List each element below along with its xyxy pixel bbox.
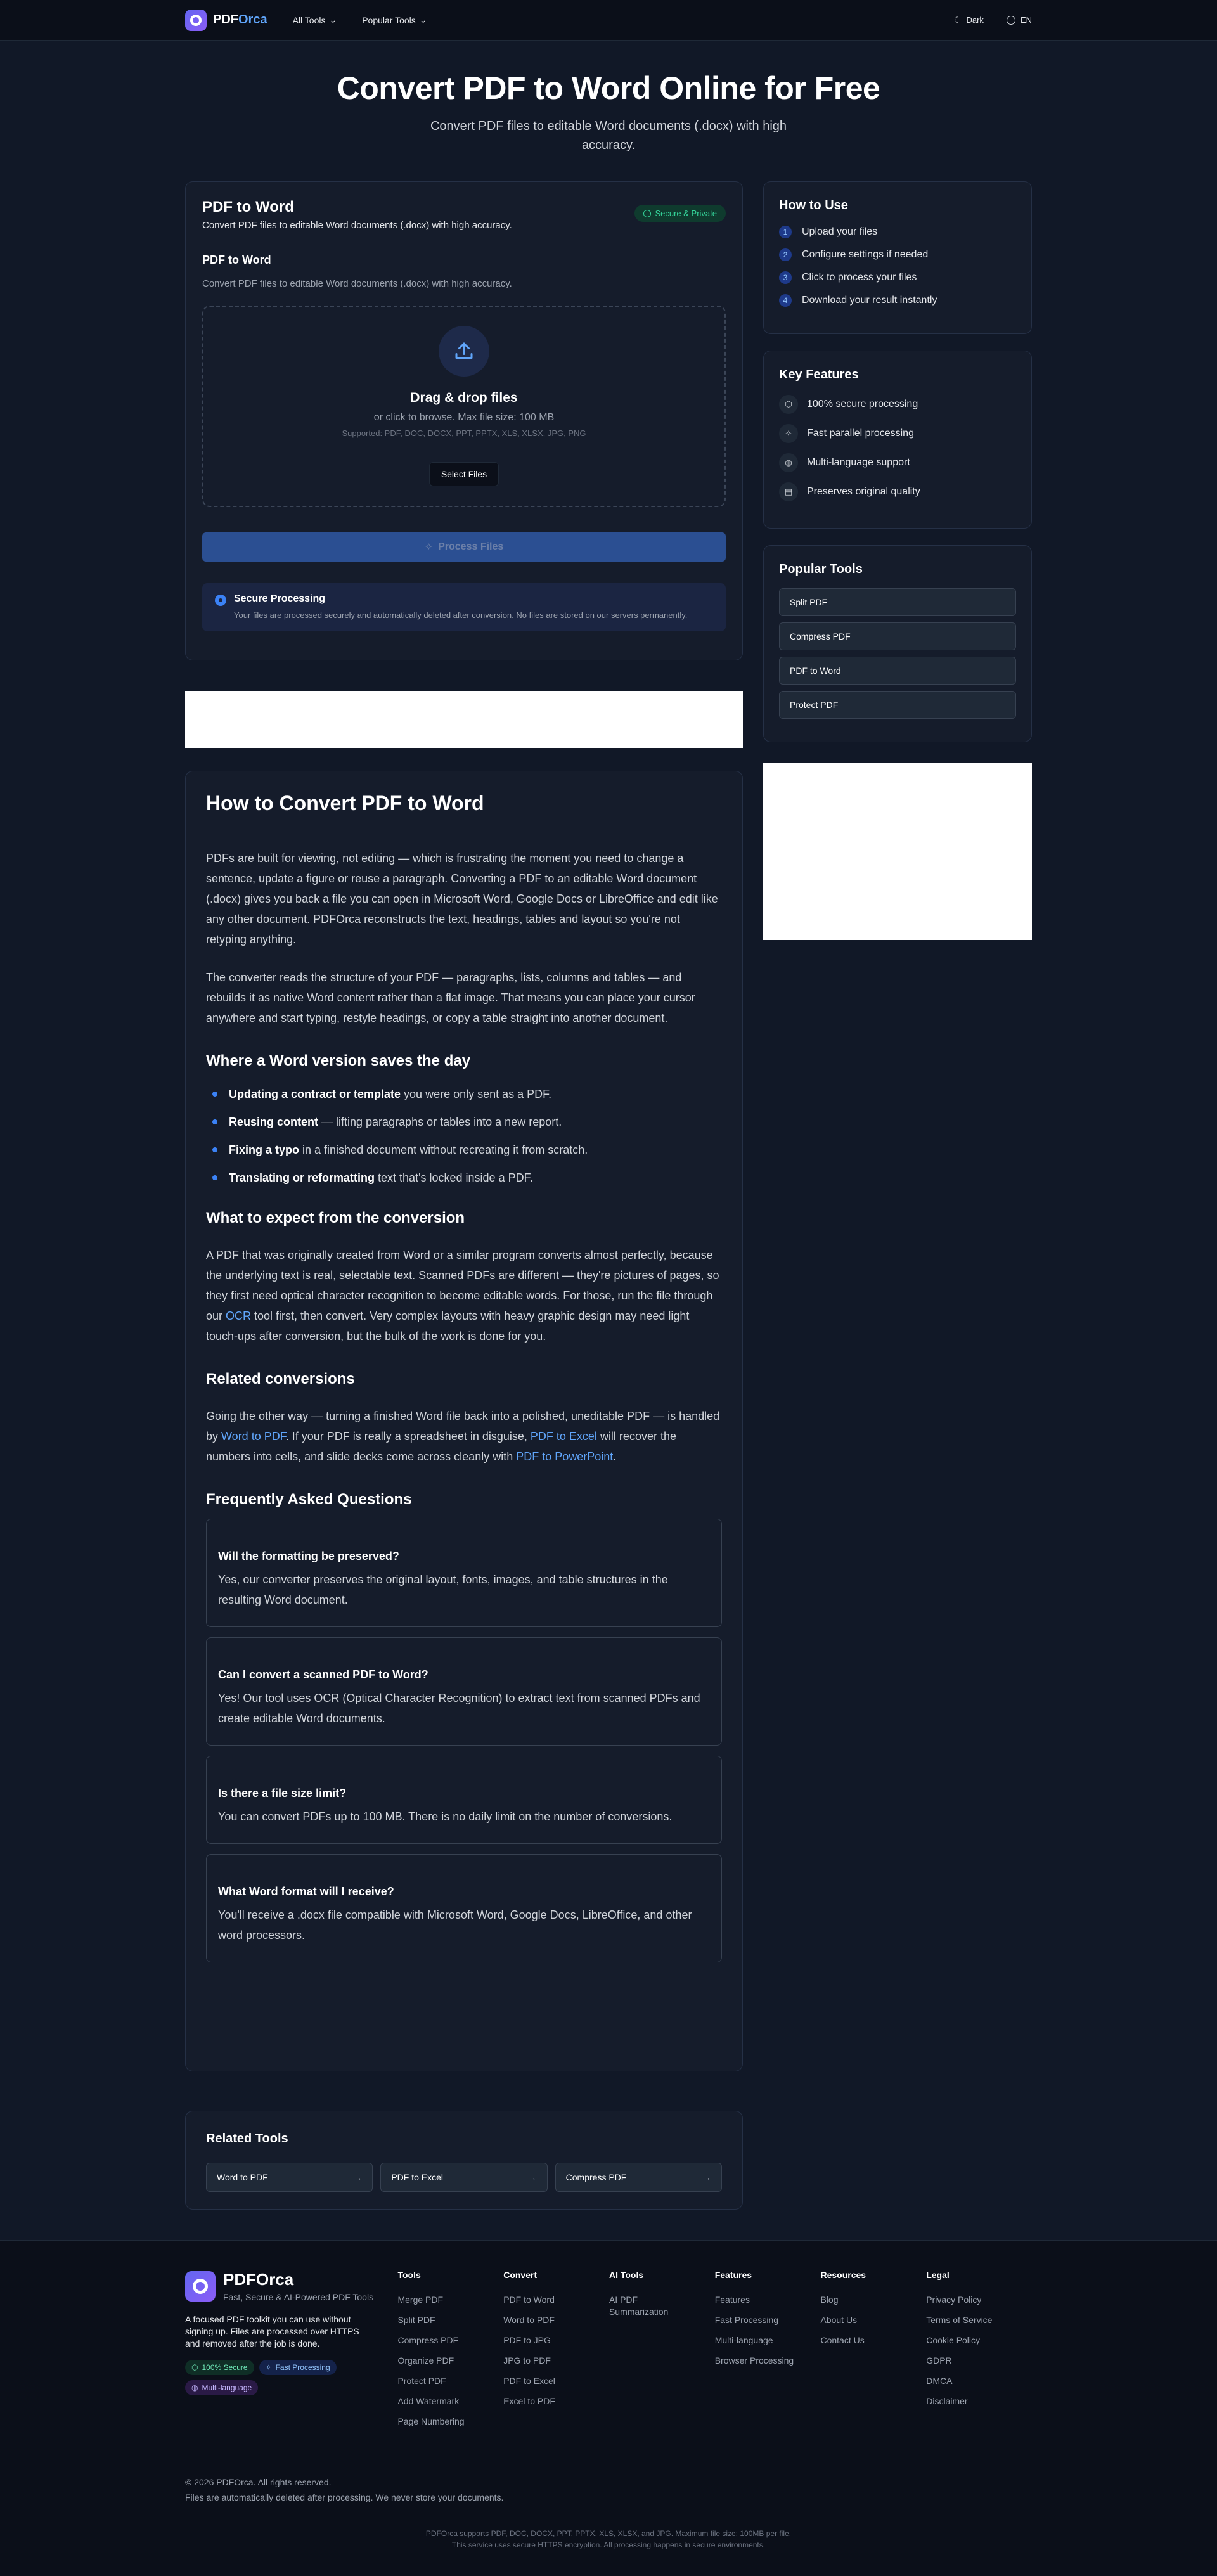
chevron-down-icon: ⌄ (419, 15, 427, 25)
footer-link[interactable]: Add Watermark (397, 2396, 460, 2406)
language-label: EN (1020, 15, 1032, 25)
faq-answer: Yes! Our tool uses OCR (Optical Character Recognition) to extract text from scanned PDFs and create editable Word documents. (218, 1692, 700, 1725)
sparkle-icon: ✧ (424, 542, 434, 553)
faq-item[interactable] (206, 1854, 722, 1962)
moon-icon: ☾ (953, 15, 962, 25)
faq-question: Can I convert a scanned PDF to Word? (218, 1668, 428, 1681)
article-heading: Where a Word version saves the day (206, 1052, 471, 1069)
faq-question: What Word format will I receive? (218, 1885, 394, 1898)
faq-answer: Yes, our converter preserves the original layout, fonts, images, and table structures in the resulting Word document. (218, 1573, 668, 1606)
logo-icon (185, 10, 207, 31)
related-tools (185, 2111, 743, 2210)
site-logo[interactable] (185, 10, 267, 31)
nav-right (954, 15, 1032, 25)
article-title: How to Convert PDF to Word (206, 792, 484, 815)
footer-fine-print: PDFOrca supports PDF, DOC, DOCX, PPT, PPTX, XLS, XLSX, and JPG. Maximum file size: 100MB per file. This service uses secure HTTPS encryption. All processing happens in secure environments. (425, 2529, 792, 2549)
feature-item: ◍ Multi-language support (779, 453, 1016, 472)
tool-section-description: Convert PDF files to editable Word documents (.docx) with high accuracy. (202, 278, 512, 289)
how-to-use-card (763, 181, 1032, 334)
nav-left (185, 10, 427, 31)
file-dropzone[interactable] (202, 306, 726, 507)
footer-link[interactable]: PDF to JPG (503, 2335, 551, 2345)
dropzone-title: Drag & drop files (410, 390, 518, 405)
footer-link[interactable]: PDF to Excel (503, 2376, 555, 2386)
page-title: Convert PDF to Word Online for Free (337, 70, 880, 106)
all-tools-label: All Tools (292, 15, 326, 25)
popular-tool-pdf-to-word[interactable]: PDF to Word (779, 657, 1016, 685)
chevron-down-icon: ⌄ (329, 15, 337, 25)
document-icon: ▤ (779, 482, 798, 501)
faq-item[interactable] (206, 1637, 722, 1746)
footer-note: Files are automatically deleted after processing. We never store your documents. (185, 2492, 504, 2502)
article-paragraph: The converter reads the structure of your PDF — paragraphs, lists, columns and tables — and rebuilds it as native Word content rather than a flat image. That means you can place your cursor anywhere and start typing, restyle headings, or copy a table straight into another document. (206, 971, 695, 1024)
shield-icon: ⬡ (779, 395, 798, 414)
related-tool-compress-pdf[interactable]: Compress PDF → (555, 2163, 722, 2192)
step-item: 3 Click to process your files (779, 271, 1016, 284)
step-item: 4 Download your result instantly (779, 294, 1016, 307)
related-tool-word-to-pdf[interactable]: Word to PDF → (206, 2163, 373, 2192)
footer-tagline: Fast, Secure & AI-Powered PDF Tools (223, 2292, 374, 2302)
article-paragraph: A PDF that was originally created from Word or a similar program converts almost perfectly, because the underlying text is real, selectable text. Scanned PDFs are different — they're pictures of pages, so they first need optical character recognition to become editable words. For those, run the file through our OCR tool first, then convert. Very complex layouts with heavy graphic design may need light touch-ups after conversion, but the bulk of the work is done for you. (206, 1249, 719, 1343)
globe-icon: ◍ (779, 453, 798, 472)
footer-col-convert: Convert PDF to Word Word to PDF PDF to JPG JPG to PDF PDF to Excel Excel to PDF (503, 2270, 609, 2436)
footer-link[interactable]: Privacy Policy (926, 2295, 982, 2305)
content-container (185, 181, 1032, 2210)
how-to-use-title: How to Use (779, 198, 848, 212)
shield-icon (643, 210, 651, 217)
logo-text-orca: Orca (238, 13, 267, 27)
footer-link[interactable]: Browser Processing (714, 2355, 794, 2366)
ad-sidebar (763, 763, 1032, 940)
footer-link[interactable]: JPG to PDF (503, 2355, 551, 2366)
article-heading: Related conversions (206, 1370, 355, 1388)
footer-link[interactable]: DMCA (926, 2376, 953, 2386)
popular-tools-label: Popular Tools (362, 15, 416, 25)
footer-brand (185, 2270, 397, 2436)
popular-tools-list (779, 588, 1016, 719)
language-selector[interactable] (1007, 15, 1032, 25)
faq-question: Is there a file size limit? (218, 1787, 347, 1800)
list-item: Fixing a typo in a finished document without recreating it from scratch. (229, 1142, 722, 1157)
faq-item[interactable] (206, 1756, 722, 1844)
process-files-label: Process Files (438, 541, 504, 552)
top-navbar (0, 0, 1217, 41)
list-item: Translating or reformatting text that's locked inside a PDF. (229, 1170, 722, 1185)
footer-link[interactable]: Fast Processing (714, 2315, 779, 2325)
steps-list (779, 226, 1016, 307)
footer-link[interactable]: Compress PDF (397, 2335, 459, 2345)
related-tools-title: Related Tools (206, 2132, 288, 2146)
related-tool-pdf-to-excel[interactable]: PDF to Excel → (380, 2163, 547, 2192)
footer-link[interactable]: Split PDF (397, 2315, 435, 2325)
footer-top (185, 2270, 1032, 2436)
article-paragraph: PDFs are built for viewing, not editing — which is frustrating the moment you need to change a sentence, update a figure or reuse a paragraph. Converting a PDF to an editable Word document (.docx) gives you back a file you can open in Microsoft Word, Google Docs or LibreOffice and edit like any other document. PDFOrca reconstructs the text, headings, tables and layout so you're not retyping anything. (206, 852, 718, 946)
select-files-button[interactable]: Select Files (429, 462, 499, 486)
article-paragraph: Going the other way — turning a finished Word file back into a polished, uneditable PDF — is handled by Word to PDF. If your PDF is really a spreadsheet in disguise, PDF to Excel will recover the numbers into cells, and slide decks come across cleanly with PDF to PowerPoint. (206, 1410, 720, 1463)
pill-fast: ✧ Fast Processing (259, 2360, 337, 2375)
footer-col-ai-tools: AI Tools AI PDF Summarization (609, 2270, 715, 2436)
step-item: 1 Upload your files (779, 226, 1016, 238)
footer-link[interactable]: Cookie Policy (926, 2335, 981, 2345)
secure-processing-text: Your files are processed securely and automatically deleted after conversion. No files are stored on our servers permanently. (234, 610, 688, 620)
popular-tools-menu[interactable] (362, 15, 427, 25)
footer-link[interactable]: Disclaimer (926, 2396, 968, 2406)
features-list (779, 395, 1016, 501)
footer-link[interactable]: Multi-language (714, 2335, 773, 2345)
faq-question: Will the formatting be preserved? (218, 1550, 399, 1562)
footer-link[interactable]: About Us (820, 2315, 858, 2325)
bolt-icon: ✧ (779, 424, 798, 443)
footer-link[interactable]: Page Numbering (397, 2416, 465, 2426)
footer-link[interactable]: GDPR (926, 2355, 952, 2366)
footer-col-legal: Legal Privacy Policy Terms of Service Cookie Policy GDPR DMCA Disclaimer (926, 2270, 1032, 2436)
copyright: © 2026 PDFOrca. All rights reserved. (185, 2477, 332, 2487)
footer-pills (185, 2360, 375, 2395)
footer-link[interactable]: Word to PDF (503, 2315, 555, 2325)
popular-tool-protect-pdf[interactable]: Protect PDF (779, 691, 1016, 719)
footer-link[interactable]: AI PDF Summarization (608, 2295, 669, 2317)
dropzone-subtitle: or click to browse. Max file size: 100 MB (373, 412, 555, 423)
feature-item: ✧ Fast parallel processing (779, 424, 1016, 443)
footer-col-features: Features Features Fast Processing Multi-language Browser Processing (715, 2270, 821, 2436)
footer-link[interactable]: Blog (820, 2295, 839, 2305)
key-features-card (763, 351, 1032, 529)
logo-icon (185, 2271, 216, 2302)
footer-description: A focused PDF toolkit you can use without signing up. Files are processed over HTTPS and removed after the job is done. (185, 2314, 359, 2348)
feature-item: ⬡ 100% secure processing (779, 395, 1016, 414)
theme-label: Dark (966, 15, 984, 25)
pdf-to-powerpoint-link[interactable]: PDF to PowerPoint (516, 1450, 614, 1463)
logo-text-pdf: PDF (213, 13, 238, 27)
tool-description: Convert PDF files to editable Word documents (.docx) with high accuracy. (202, 220, 512, 231)
pill-secure: ⬡ 100% Secure (185, 2360, 254, 2375)
popular-tool-split-pdf[interactable]: Split PDF (779, 588, 1016, 616)
arrow-right-icon: → (353, 2172, 363, 2182)
footer-col-resources: Resources Blog About Us Contact Us (820, 2270, 926, 2436)
footer-link[interactable]: PDF to Word (503, 2295, 555, 2305)
page-subtitle: Convert PDF files to editable Word documents (.docx) with high accuracy. (430, 119, 787, 152)
ad-banner (185, 691, 743, 748)
tool-title: PDF to Word (202, 198, 294, 216)
footer-brand-name: PDFOrca (223, 2270, 294, 2289)
process-files-button[interactable] (202, 532, 726, 562)
footer-link[interactable]: Organize PDF (397, 2355, 454, 2366)
key-features-title: Key Features (779, 368, 859, 382)
bolt-icon: ✧ (265, 2363, 272, 2372)
tool-card (185, 181, 743, 660)
tool-section-title: PDF to Word (202, 254, 271, 266)
footer-link[interactable]: Terms of Service (926, 2315, 993, 2325)
related-tools-row (206, 2163, 722, 2192)
main-column (185, 181, 743, 2210)
footer (0, 2240, 1217, 2576)
footer-link[interactable]: Merge PDF (397, 2295, 444, 2305)
step-item: 2 Configure settings if needed (779, 248, 1016, 261)
theme-toggle[interactable] (954, 15, 984, 25)
upload-icon (439, 326, 489, 377)
tool-header (202, 198, 726, 231)
faq-item[interactable] (206, 1519, 722, 1627)
use-case-list (206, 1086, 722, 1185)
secure-badge (634, 205, 726, 222)
secure-processing-title: Secure Processing (234, 593, 326, 604)
secure-badge-label: Secure & Private (655, 209, 717, 218)
word-to-pdf-link[interactable]: Word to PDF (221, 1430, 286, 1443)
footer-col-tools: Tools Merge PDF Split PDF Compress PDF Organize PDF Protect PDF Add Watermark Page Numbering (397, 2270, 503, 2436)
faq-heading: Frequently Asked Questions (206, 1491, 412, 1508)
popular-tool-compress-pdf[interactable]: Compress PDF (779, 622, 1016, 650)
footer-link[interactable]: Features (714, 2295, 750, 2305)
sidebar (763, 181, 1032, 2210)
pill-multilanguage: ◍ Multi-language (185, 2380, 258, 2395)
faq-answer: You can convert PDFs up to 100 MB. There is no daily limit on the number of conversions. (218, 1810, 673, 1823)
list-item: Updating a contract or template you were only sent as a PDF. (229, 1086, 722, 1102)
article (185, 771, 743, 2071)
feature-item: ▤ Preserves original quality (779, 482, 1016, 501)
arrow-right-icon: → (702, 2172, 711, 2182)
popular-tools-card (763, 545, 1032, 742)
footer-link[interactable]: Protect PDF (397, 2376, 446, 2386)
popular-tools-title: Popular Tools (779, 562, 863, 576)
all-tools-menu[interactable] (293, 15, 337, 25)
article-heading: What to expect from the conversion (206, 1209, 465, 1227)
globe-icon: ◍ (191, 2383, 198, 2392)
arrow-right-icon: → (527, 2172, 537, 2182)
list-item: Reusing content — lifting paragraphs or tables into a new report. (229, 1114, 722, 1130)
footer-link[interactable]: Excel to PDF (503, 2396, 555, 2406)
footer-inner (185, 2270, 1032, 2551)
dropzone-supported-types: Supported: PDF, DOC, DOCX, PPT, PPTX, XLS, XLSX, JPG, PNG (342, 428, 586, 438)
ocr-link[interactable]: OCR (226, 1310, 252, 1322)
shield-icon: ⬡ (191, 2363, 198, 2372)
secure-processing-notice (202, 583, 726, 631)
globe-icon (1007, 16, 1015, 25)
faq-answer: You'll receive a .docx file compatible with Microsoft Word, Google Docs, LibreOffice, and other word processors. (218, 1909, 692, 1942)
hero (0, 41, 1217, 155)
footer-link[interactable]: Contact Us (820, 2335, 865, 2345)
shield-icon (215, 595, 226, 606)
pdf-to-excel-link[interactable]: PDF to Excel (530, 1430, 597, 1443)
